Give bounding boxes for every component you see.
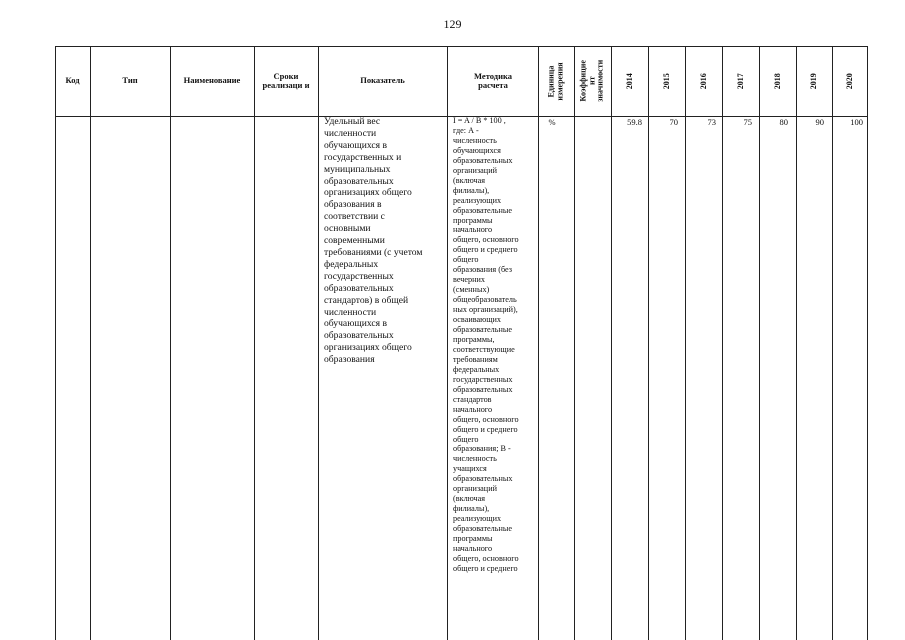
col-border <box>832 46 833 640</box>
row-unit: % <box>548 117 556 127</box>
header-edinica-text: Единица измерения <box>546 61 564 101</box>
year-label: 2015 <box>661 73 671 89</box>
col-border <box>611 46 612 640</box>
year-label: 2020 <box>844 73 854 89</box>
col-border <box>685 46 686 640</box>
col-border <box>447 46 448 640</box>
row-pokazatel: Удельный вес численности обучающихся в государственных и муниципальных образовательных организациях общего образования в соответствии с основными современными требованиями (с учетом федеральных государственных образовательных стандартов) в общей численности обучающихся в образовательных организациях общего образования <box>324 116 423 366</box>
col-border <box>867 46 868 640</box>
header-year <box>722 46 759 116</box>
year-label: 2016 <box>698 73 708 89</box>
header-edinica <box>538 46 574 116</box>
col-border <box>55 46 56 640</box>
year-label: 2014 <box>624 73 634 89</box>
row-value-2020: 100 <box>850 117 863 127</box>
col-border <box>796 46 797 640</box>
header-year <box>796 46 832 116</box>
year-label: 2017 <box>735 73 745 89</box>
row-value-2019: 90 <box>815 117 824 127</box>
year-label: 2019 <box>808 73 818 89</box>
header-koeff-text: Коэффицие нт значимости <box>578 59 605 103</box>
col-border <box>538 46 539 640</box>
header-naimenovanie: Наименование <box>183 75 241 86</box>
col-border <box>722 46 723 640</box>
header-year <box>832 46 867 116</box>
row-value-2014: 59.8 <box>627 117 642 127</box>
header-sroki: Сроки реализаци и <box>262 70 310 90</box>
header-year <box>611 46 648 116</box>
header-year <box>759 46 796 116</box>
header-metodika: Методика расчета <box>474 70 512 90</box>
row-value-2017: 75 <box>743 117 752 127</box>
col-border <box>254 46 255 640</box>
row-value-2015: 70 <box>669 117 678 127</box>
header-pokazatel: Показатель <box>360 75 405 86</box>
row-value-2016: 73 <box>707 117 716 127</box>
col-border <box>648 46 649 640</box>
header-year <box>648 46 685 116</box>
header-kod: Код <box>65 75 80 86</box>
col-border <box>170 46 171 640</box>
row-metodika: I = A / B * 100 , где: А - численность обучающихся образовательных организаций (включая филиалы), реализующих образовательные программы начального общего, основного общего и среднего общего образования (без вечерних (сменных) общеобразователь ных организаций), осваивающих образовательные программы, соответствующие требованиям федеральных государственных образовательных стандартов начального общего, основного общего и среднего общего образования; В - численность учащихся образовательных организаций (включая филиалы), реализующих образовательные программы начального общего, основного общего и среднего <box>453 116 519 573</box>
year-label: 2018 <box>772 73 782 89</box>
col-border <box>759 46 760 640</box>
header-year <box>685 46 722 116</box>
header-koeff <box>574 46 611 116</box>
row-value-2018: 80 <box>779 117 788 127</box>
col-border <box>318 46 319 640</box>
page-number: 129 <box>443 17 462 31</box>
indicator-table <box>55 46 868 640</box>
header-tip: Тип <box>122 75 138 86</box>
col-border <box>574 46 575 640</box>
col-border <box>90 46 91 640</box>
